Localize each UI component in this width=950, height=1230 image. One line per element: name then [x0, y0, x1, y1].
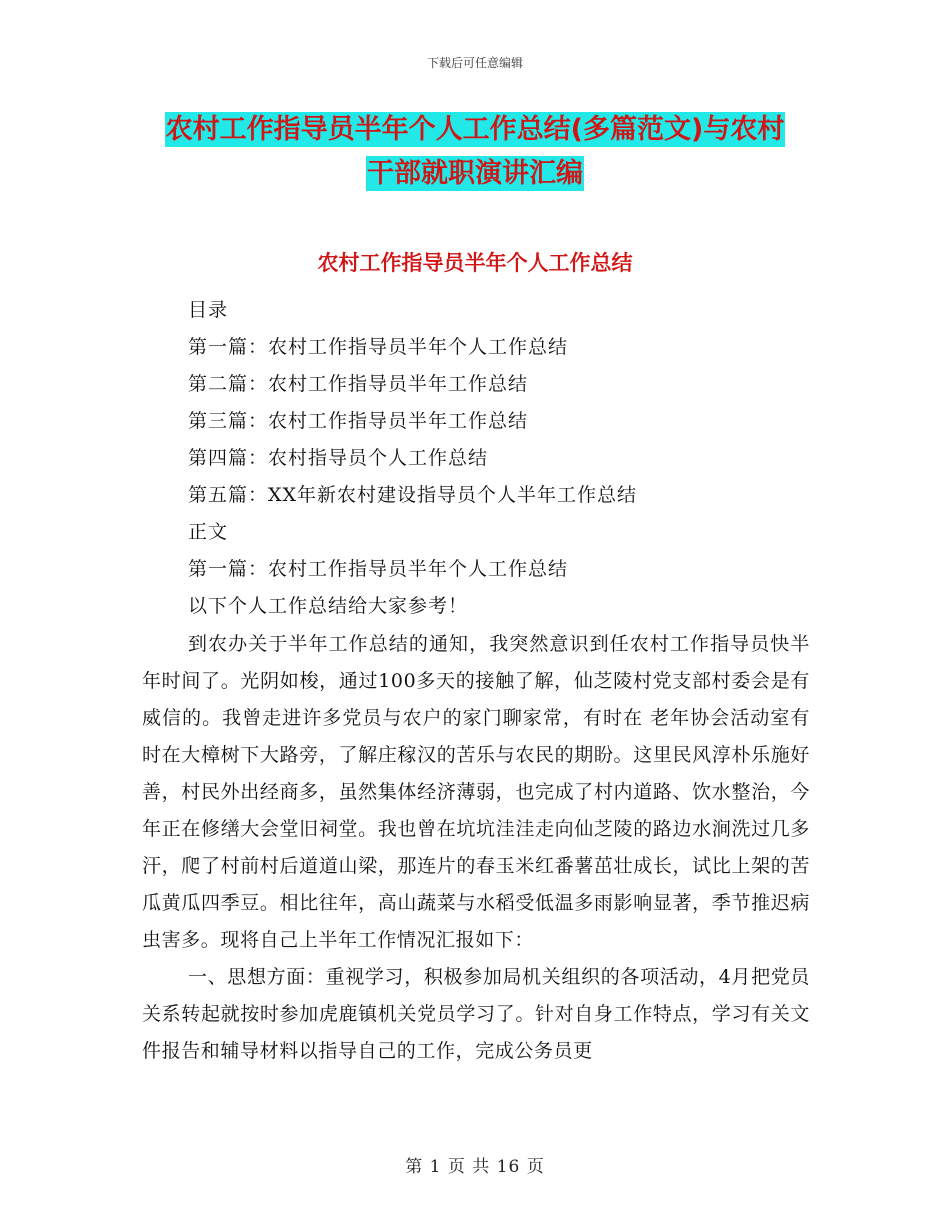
body-heading: 正文: [188, 521, 229, 543]
toc-item: 第一篇：农村工作指导员半年个人工作总结: [188, 336, 569, 358]
paragraph: 一、思想方面：重视学习，积极参加局机关组织的各项活动，4月把党员关系转起就按时参加虎鹿镇机关党员学习了。针对自身工作特点，学习有关文件报告和辅导材料以指导自己的工作，完成公务员更: [142, 966, 810, 1062]
header-note: 下载后可任意编辑: [426, 56, 523, 70]
toc-item: 第三篇：农村工作指导员半年工作总结: [188, 410, 529, 432]
table-of-contents: [188, 292, 828, 625]
paragraph: 到农办关于半年工作总结的通知，我突然意识到任农村工作指导员快半年时间了。光阴如梭，通过100多天的接触了解，仙芝陵村党支部村委会是有威信的。我曾走进许多党员与农户的家门聊家常，有时在 老年协会活动室有时在大樟树下大路旁，了解庄稼汉的苦乐与农民的期盼。这里民风淳朴乐施好善，村民外出经商多，虽然集体经济薄弱，也完成了村内道路、饮水整治，今年正在修缮大会堂旧祠堂。我也曾在坑坑洼洼走向仙芝陵的路边水涧洗过几多汗，爬了村前村后道道山梁，那连片的春玉米红番薯茁壮成长，试比上架的苦瓜黄瓜四季豆。相比往年，高山蔬菜与水稻受低温多雨影响显著，季节推迟病虫害多。现将自己上半年工作情况汇报如下：: [142, 633, 810, 951]
toc-item: 第四篇：农村指导员个人工作总结: [188, 447, 489, 469]
document-title-line-2: 干部就职演讲汇编: [367, 158, 583, 189]
document-title: [0, 108, 950, 196]
section-title: 农村工作指导员半年个人工作总结: [317, 251, 633, 275]
toc-item: 第二篇：农村工作指导员半年工作总结: [188, 373, 529, 395]
toc-heading: 目录: [188, 299, 229, 321]
first-article-heading: 第一篇：农村工作指导员半年个人工作总结: [188, 558, 569, 580]
document-title-line-1: 农村工作指导员半年个人工作总结(多篇范文)与农村: [165, 114, 785, 145]
page-footer: 第 1 页 共 16 页: [405, 1157, 545, 1177]
intro-line: 以下个人工作总结给大家参考！: [188, 595, 469, 617]
toc-item: 第五篇：XX年新农村建设指导员个人半年工作总结: [188, 484, 638, 506]
body-text: [142, 626, 810, 1070]
